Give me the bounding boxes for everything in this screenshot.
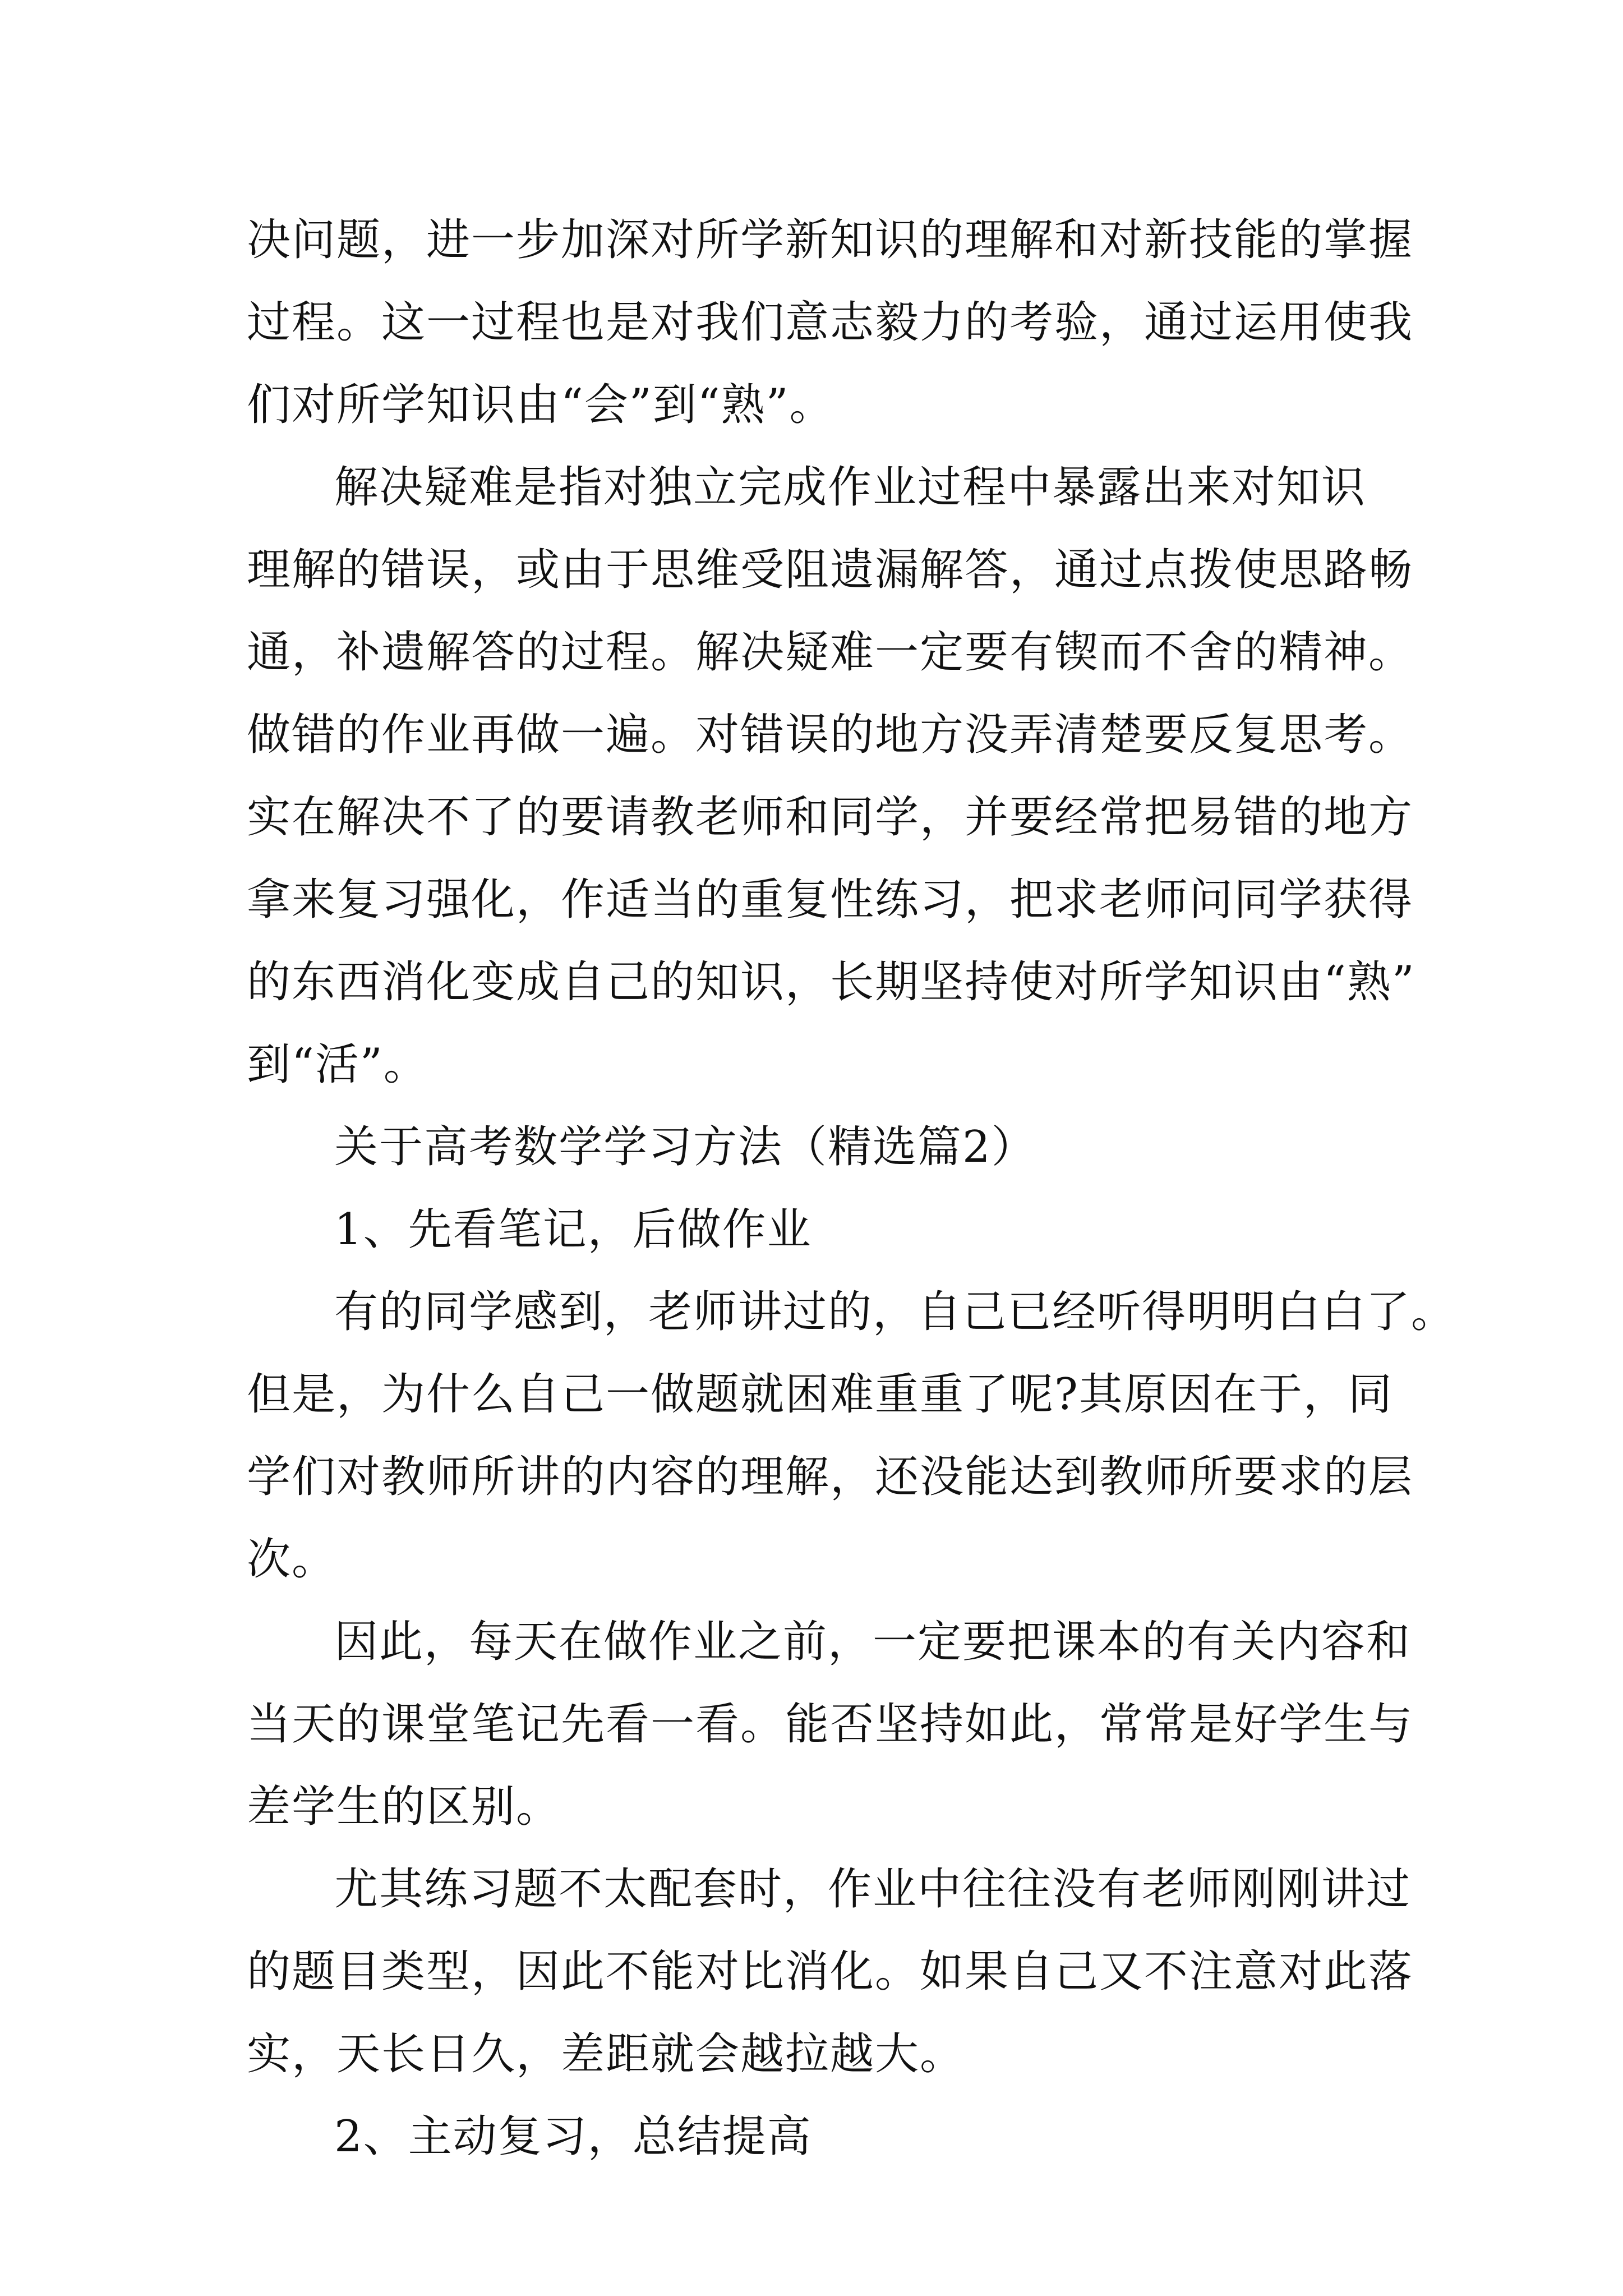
text-line: 学们对教师所讲的内容的理解，还没能达到教师所要求的层 <box>247 1452 1414 1502</box>
text-line: 通，补遗解答的过程。解决疑难一定要有锲而不舍的精神。 <box>247 627 1414 678</box>
text-line: 的题目类型，因此不能对比消化。如果自己又不注意对此落 <box>247 1947 1414 1997</box>
text-line: 过程。这一过程也是对我们意志毅力的考验，通过运用使我 <box>247 297 1414 348</box>
text-line: 因此，每天在做作业之前，一定要把课本的有关内容和 <box>334 1617 1412 1667</box>
text-line: 实在解决不了的要请教老师和同学，并要经常把易错的地方 <box>247 792 1414 843</box>
document-body <box>247 199 1456 2178</box>
text-line: 尤其练习题不太配套时，作业中往往没有老师刚刚讲过 <box>334 1864 1412 1915</box>
text-line: 的东西消化变成自己的知识，长期坚持使对所学知识由“熟” <box>247 957 1415 1007</box>
text-line: 差学生的区别。 <box>247 1782 561 1832</box>
text-line: 有的同学感到，老师讲过的，自己已经听得明明白白了。 <box>334 1287 1456 1337</box>
text-line: 当天的课堂笔记先看一看。能否坚持如此，常常是好学生与 <box>247 1699 1414 1750</box>
text-line: 但是，为什么自己一做题就困难重重了呢?其原因在于，同 <box>247 1369 1393 1420</box>
text-line: 理解的错误，或由于思维受阻遗漏解答，通过点拨使思路畅 <box>247 545 1414 595</box>
text-line: 次。 <box>247 1534 337 1585</box>
section-heading: 关于高考数学学习方法（精选篇2） <box>334 1122 1036 1172</box>
text-line: 们对所学知识由“会”到“熟”。 <box>247 380 834 430</box>
text-line: 到“活”。 <box>247 1039 428 1090</box>
subheading: 1、先看笔记，后做作业 <box>334 1204 812 1255</box>
text-line: 实，天长日久，差距就会越拉越大。 <box>247 2029 965 2079</box>
text-line: 拿来复习强化，作适当的重复性练习，把求老师问同学获得 <box>247 875 1414 925</box>
text-line: 解决疑难是指对独立完成作业过程中暴露出来对知识 <box>334 462 1367 513</box>
subheading: 2、主动复习，总结提高 <box>334 2111 812 2162</box>
text-line: 做错的作业再做一遍。对错误的地方没弄清楚要反复思考。 <box>247 710 1414 760</box>
text-line: 决问题，进一步加深对所学新知识的理解和对新技能的掌握 <box>247 215 1414 265</box>
